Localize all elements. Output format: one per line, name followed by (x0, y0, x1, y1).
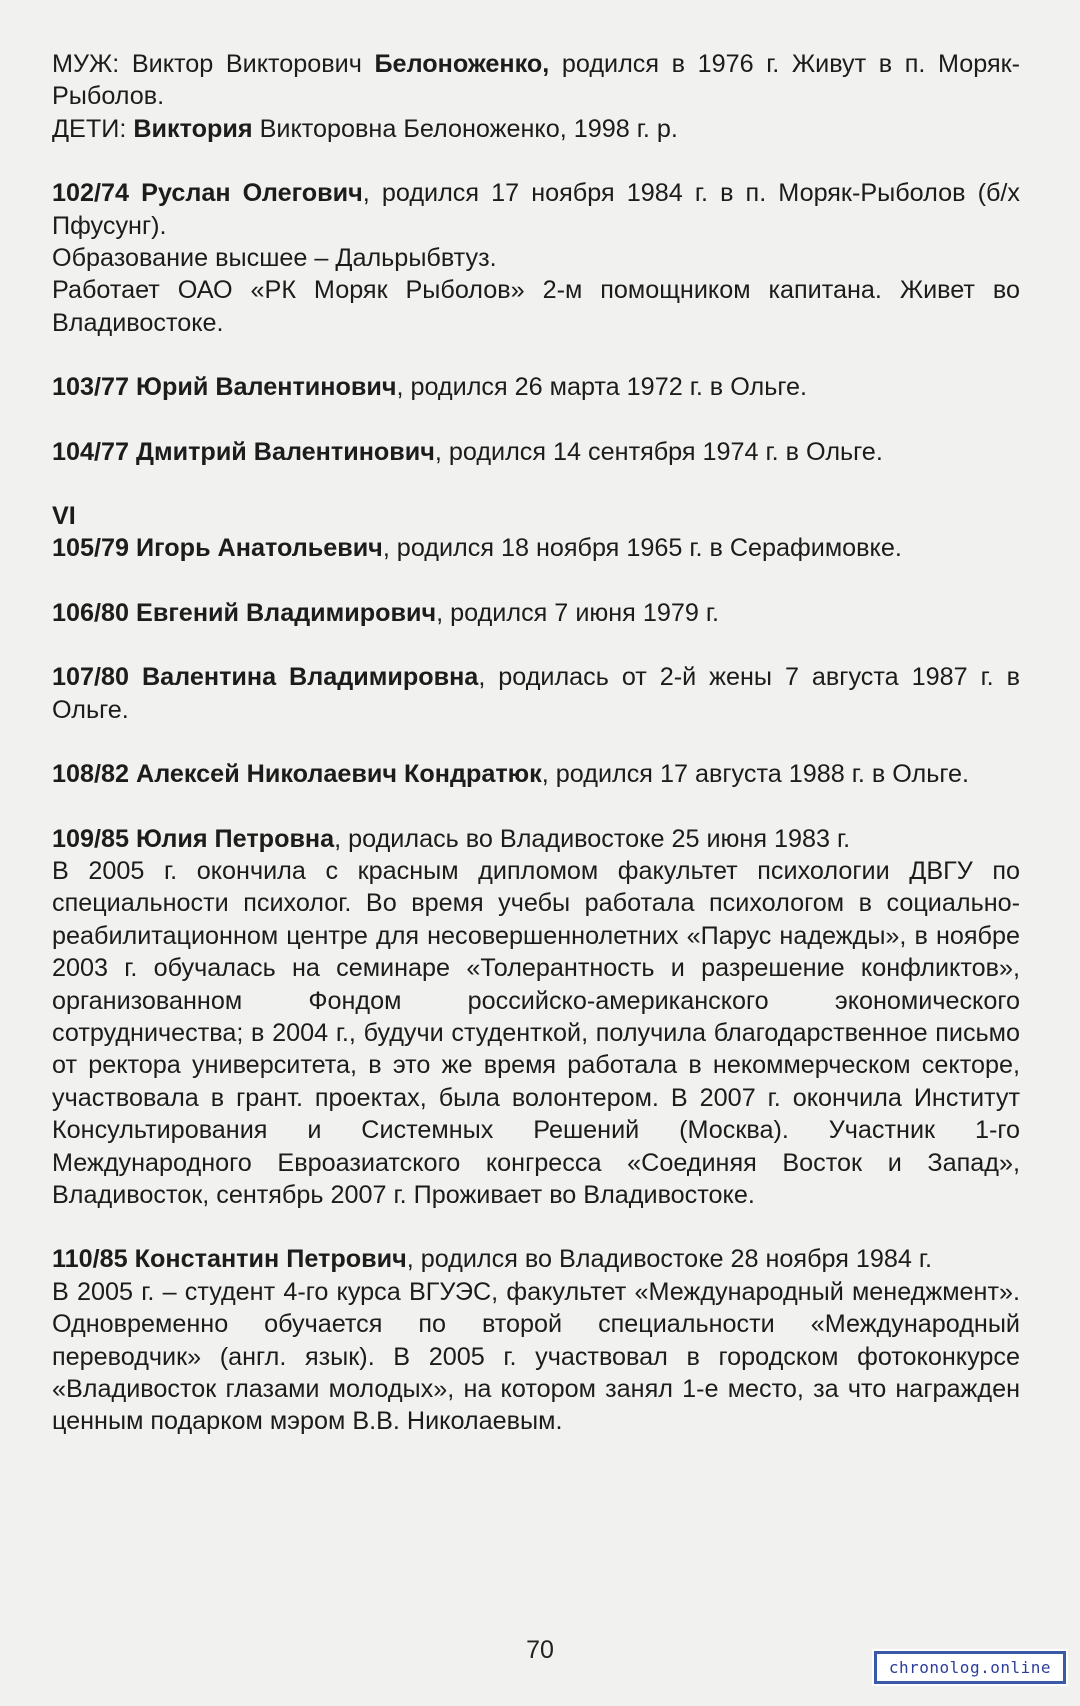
paragraph-p12 (52, 758, 1020, 790)
page-number: 70 (526, 1636, 554, 1664)
text-run: , родилась от 2-й жены 7 августа 1987 г. в Ольге. (52, 663, 1020, 724)
paragraph-gap (52, 404, 1020, 436)
bold-run: Виктория (133, 114, 253, 143)
bold-run: 102/74 Руслан Олегович (52, 179, 363, 208)
paragraph-p7 (52, 436, 1020, 468)
paragraph-gap (52, 726, 1020, 758)
paragraph-p11 (52, 661, 1020, 726)
paragraph-p5 (52, 274, 1020, 339)
text-run: , родился 26 марта 1972 г. в Ольге. (396, 373, 807, 402)
paragraph-p8 (52, 500, 1020, 532)
paragraph-p16 (52, 1276, 1020, 1438)
paragraph-gap (52, 565, 1020, 597)
paragraph-p4 (52, 242, 1020, 274)
bold-run: 103/77 Юрий Валентинович (52, 373, 397, 402)
bold-run: VI (52, 502, 76, 531)
site-watermark[interactable]: chronolog.online (874, 1651, 1066, 1684)
bold-run: 105/79 Игорь Анатольевич (52, 534, 383, 563)
bold-run: 104/77 Дмитрий Валентинович (52, 437, 435, 466)
text-run: , родилась во Владивостоке 25 июня 1983 г. (334, 824, 851, 853)
text-run: , родился 17 ноября 1984 г. в п. Моряк-Рыболов (б/х Пфусунг). (52, 179, 1021, 240)
text-run: , родился 7 июня 1979 г. (436, 598, 719, 627)
text-run: , родился 18 ноября 1965 г. в Серафимовке. (382, 534, 902, 563)
text-run: В 2005 г. – студент 4-го курса ВГУЭС, факультет «Международный менеджмент». Одновременно обучается по второй специальности «Международный переводчик» (англ. язык). В 2005 г. участвовал в городском фотоконкурсе «Владивосток глазами молодых», на котором занял 1-е место, за что награжден ценным подарком мэром В.В. Николаевым. (52, 1277, 1020, 1436)
text-run: родился в 1976 г. Живут в п. Моряк-Рыболов. (52, 50, 1020, 111)
text-run: МУЖ: Виктор Викторович (52, 50, 375, 78)
bold-run: 107/80 Валентина Владимировна (52, 663, 479, 692)
text-run: , родился 14 сентября 1974 г. в Ольге. (434, 437, 883, 466)
paragraph-gap (52, 468, 1020, 500)
paragraph-gap (52, 629, 1020, 661)
paragraph-p15 (52, 1243, 1020, 1275)
paragraph-gap (52, 339, 1020, 371)
paragraph-p14 (52, 855, 1020, 1211)
text-run: , родился 17 августа 1988 г. в Ольге. (541, 760, 969, 789)
paragraph-p6 (52, 371, 1020, 403)
text-run: Викторовна Белоноженко, 1998 г. р. (252, 114, 678, 143)
text-run: В 2005 г. окончила с красным дипломом факультет психологии ДВГУ по специальности психолог. Во время учебы работала психологом в социально-реабилитационном центре для несовершеннолетних «Парус надежды», в ноябре 2003 г. обучалась на семинаре «Толерантность и разрешение конфликтов», организованном Фондом российско-американского экономического сотрудничества; в 2004 г., будучи студенткой, получила благодарственное письмо от ректора университета, в это же время работала в некоммерческом секторе, участвовала в грант. проектах, была волонтером. В 2007 г. окончила Институт Консультирования и Системных Решений (Москва). Участник 1-го Международного Евроазиатского конгресса «Соединяя Восток и Запад», Владивосток, сентябрь 2007 г. Проживает во Владивостоке. (52, 856, 1020, 1209)
paragraph-gap (52, 791, 1020, 823)
paragraph-gap (52, 1211, 1020, 1243)
text-run: , родился во Владивостоке 28 ноября 1984 г. (406, 1245, 932, 1274)
text-run: ДЕТИ: (52, 114, 134, 143)
paragraph-p13 (52, 823, 1020, 855)
bold-run: 108/82 Алексей Николаевич Кондратюк (52, 760, 542, 789)
document-body (52, 48, 1020, 1438)
paragraph-p1 (52, 48, 1020, 113)
bold-run: Белоноженко, (374, 50, 550, 78)
text-run: Работает ОАО «РК Моряк Рыболов» 2-м помощником капитана. Живет во Владивостоке. (52, 276, 1020, 337)
paragraph-p2 (52, 113, 1020, 145)
paragraph-p3 (52, 177, 1020, 242)
text-run: Образование высшее – Дальрыбвтуз. (52, 244, 497, 273)
bold-run: 106/80 Евгений Владимирович (52, 598, 437, 627)
paragraph-p9 (52, 532, 1020, 564)
bold-run: 109/85 Юлия Петровна (52, 824, 335, 853)
paragraph-p10 (52, 597, 1020, 629)
paragraph-gap (52, 145, 1020, 177)
bold-run: 110/85 Константин Петрович (52, 1245, 407, 1274)
